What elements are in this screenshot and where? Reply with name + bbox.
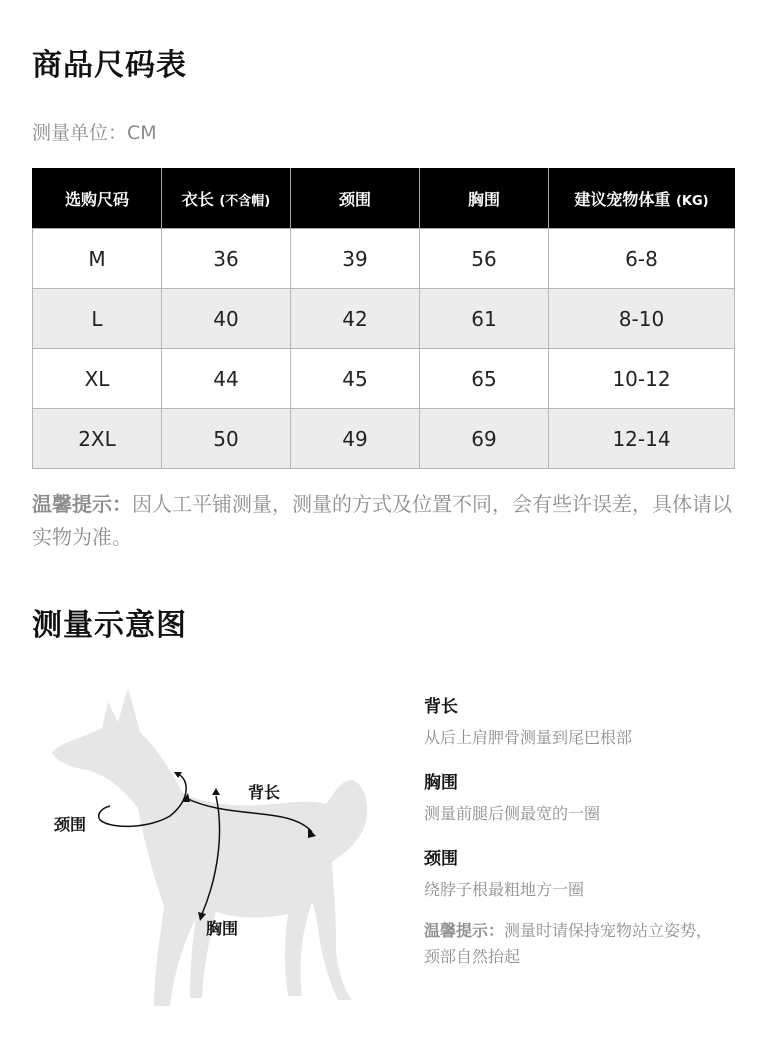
measurement-tip	[32, 488, 732, 554]
size-table	[32, 168, 735, 469]
desc-neck	[424, 844, 584, 900]
diagram-label-chest: 胸围	[206, 919, 239, 938]
tip-text: 因人工平铺测量，测量的方式及位置不同，会有些许误差，具体请以实物为准。	[32, 492, 732, 549]
table-cell: 2XL	[33, 409, 162, 469]
table-cell: L	[33, 289, 162, 349]
pose-note	[424, 918, 724, 970]
unit-text: 测量单位：CM	[32, 122, 157, 144]
header-chest: 胸围	[420, 169, 549, 229]
header-neck: 颈围	[291, 169, 420, 229]
size-chart-title: 商品尺码表	[32, 48, 187, 83]
table-cell: 39	[291, 229, 420, 289]
table-cell: 44	[162, 349, 291, 409]
table-row	[33, 229, 735, 289]
table-cell: 65	[420, 349, 549, 409]
table-header-row	[33, 169, 735, 229]
note-text: 测量时请保持宠物站立姿势，颈部自然抬起	[424, 921, 713, 966]
diagram-title: 测量示意图	[32, 608, 187, 643]
table-cell: M	[33, 229, 162, 289]
table-cell: 50	[162, 409, 291, 469]
table-cell: 56	[420, 229, 549, 289]
desc-back	[424, 692, 632, 748]
header-weight: 建议宠物体重 (KG)	[549, 169, 735, 229]
desc-back-title: 背长	[424, 697, 458, 717]
table-cell: 6-8	[549, 229, 735, 289]
desc-neck-text: 绕脖子根最粗地方一圈	[424, 880, 585, 899]
diagram-label-neck: 颈围	[54, 815, 87, 834]
header-length-note: (不含帽)	[219, 194, 271, 209]
header-weight-unit: (KG)	[675, 194, 709, 209]
table-cell: 61	[420, 289, 549, 349]
desc-neck-title: 颈围	[424, 849, 458, 869]
header-size: 选购尺码	[33, 169, 162, 229]
table-cell: 45	[291, 349, 420, 409]
table-cell: 69	[420, 409, 549, 469]
desc-back-text: 从后上肩胛骨测量到尾巴根部	[424, 728, 633, 747]
header-length: 衣长 (不含帽)	[162, 169, 291, 229]
table-cell: 40	[162, 289, 291, 349]
diagram-label-back: 背长	[248, 783, 281, 802]
table-row	[33, 349, 735, 409]
table-row	[33, 409, 735, 469]
tip-label: 温馨提示：	[32, 492, 132, 516]
dog-silhouette-icon	[40, 680, 390, 1010]
table-cell: 49	[291, 409, 420, 469]
table-row	[33, 289, 735, 349]
desc-chest	[424, 768, 600, 824]
desc-chest-text: 测量前腿后侧最宽的一圈	[424, 804, 601, 823]
note-label: 温馨提示：	[424, 921, 505, 940]
table-cell: 42	[291, 289, 420, 349]
table-cell: 8-10	[549, 289, 735, 349]
table-cell: 36	[162, 229, 291, 289]
table-cell: XL	[33, 349, 162, 409]
desc-chest-title: 胸围	[424, 773, 458, 793]
table-cell: 10-12	[549, 349, 735, 409]
table-cell: 12-14	[549, 409, 735, 469]
